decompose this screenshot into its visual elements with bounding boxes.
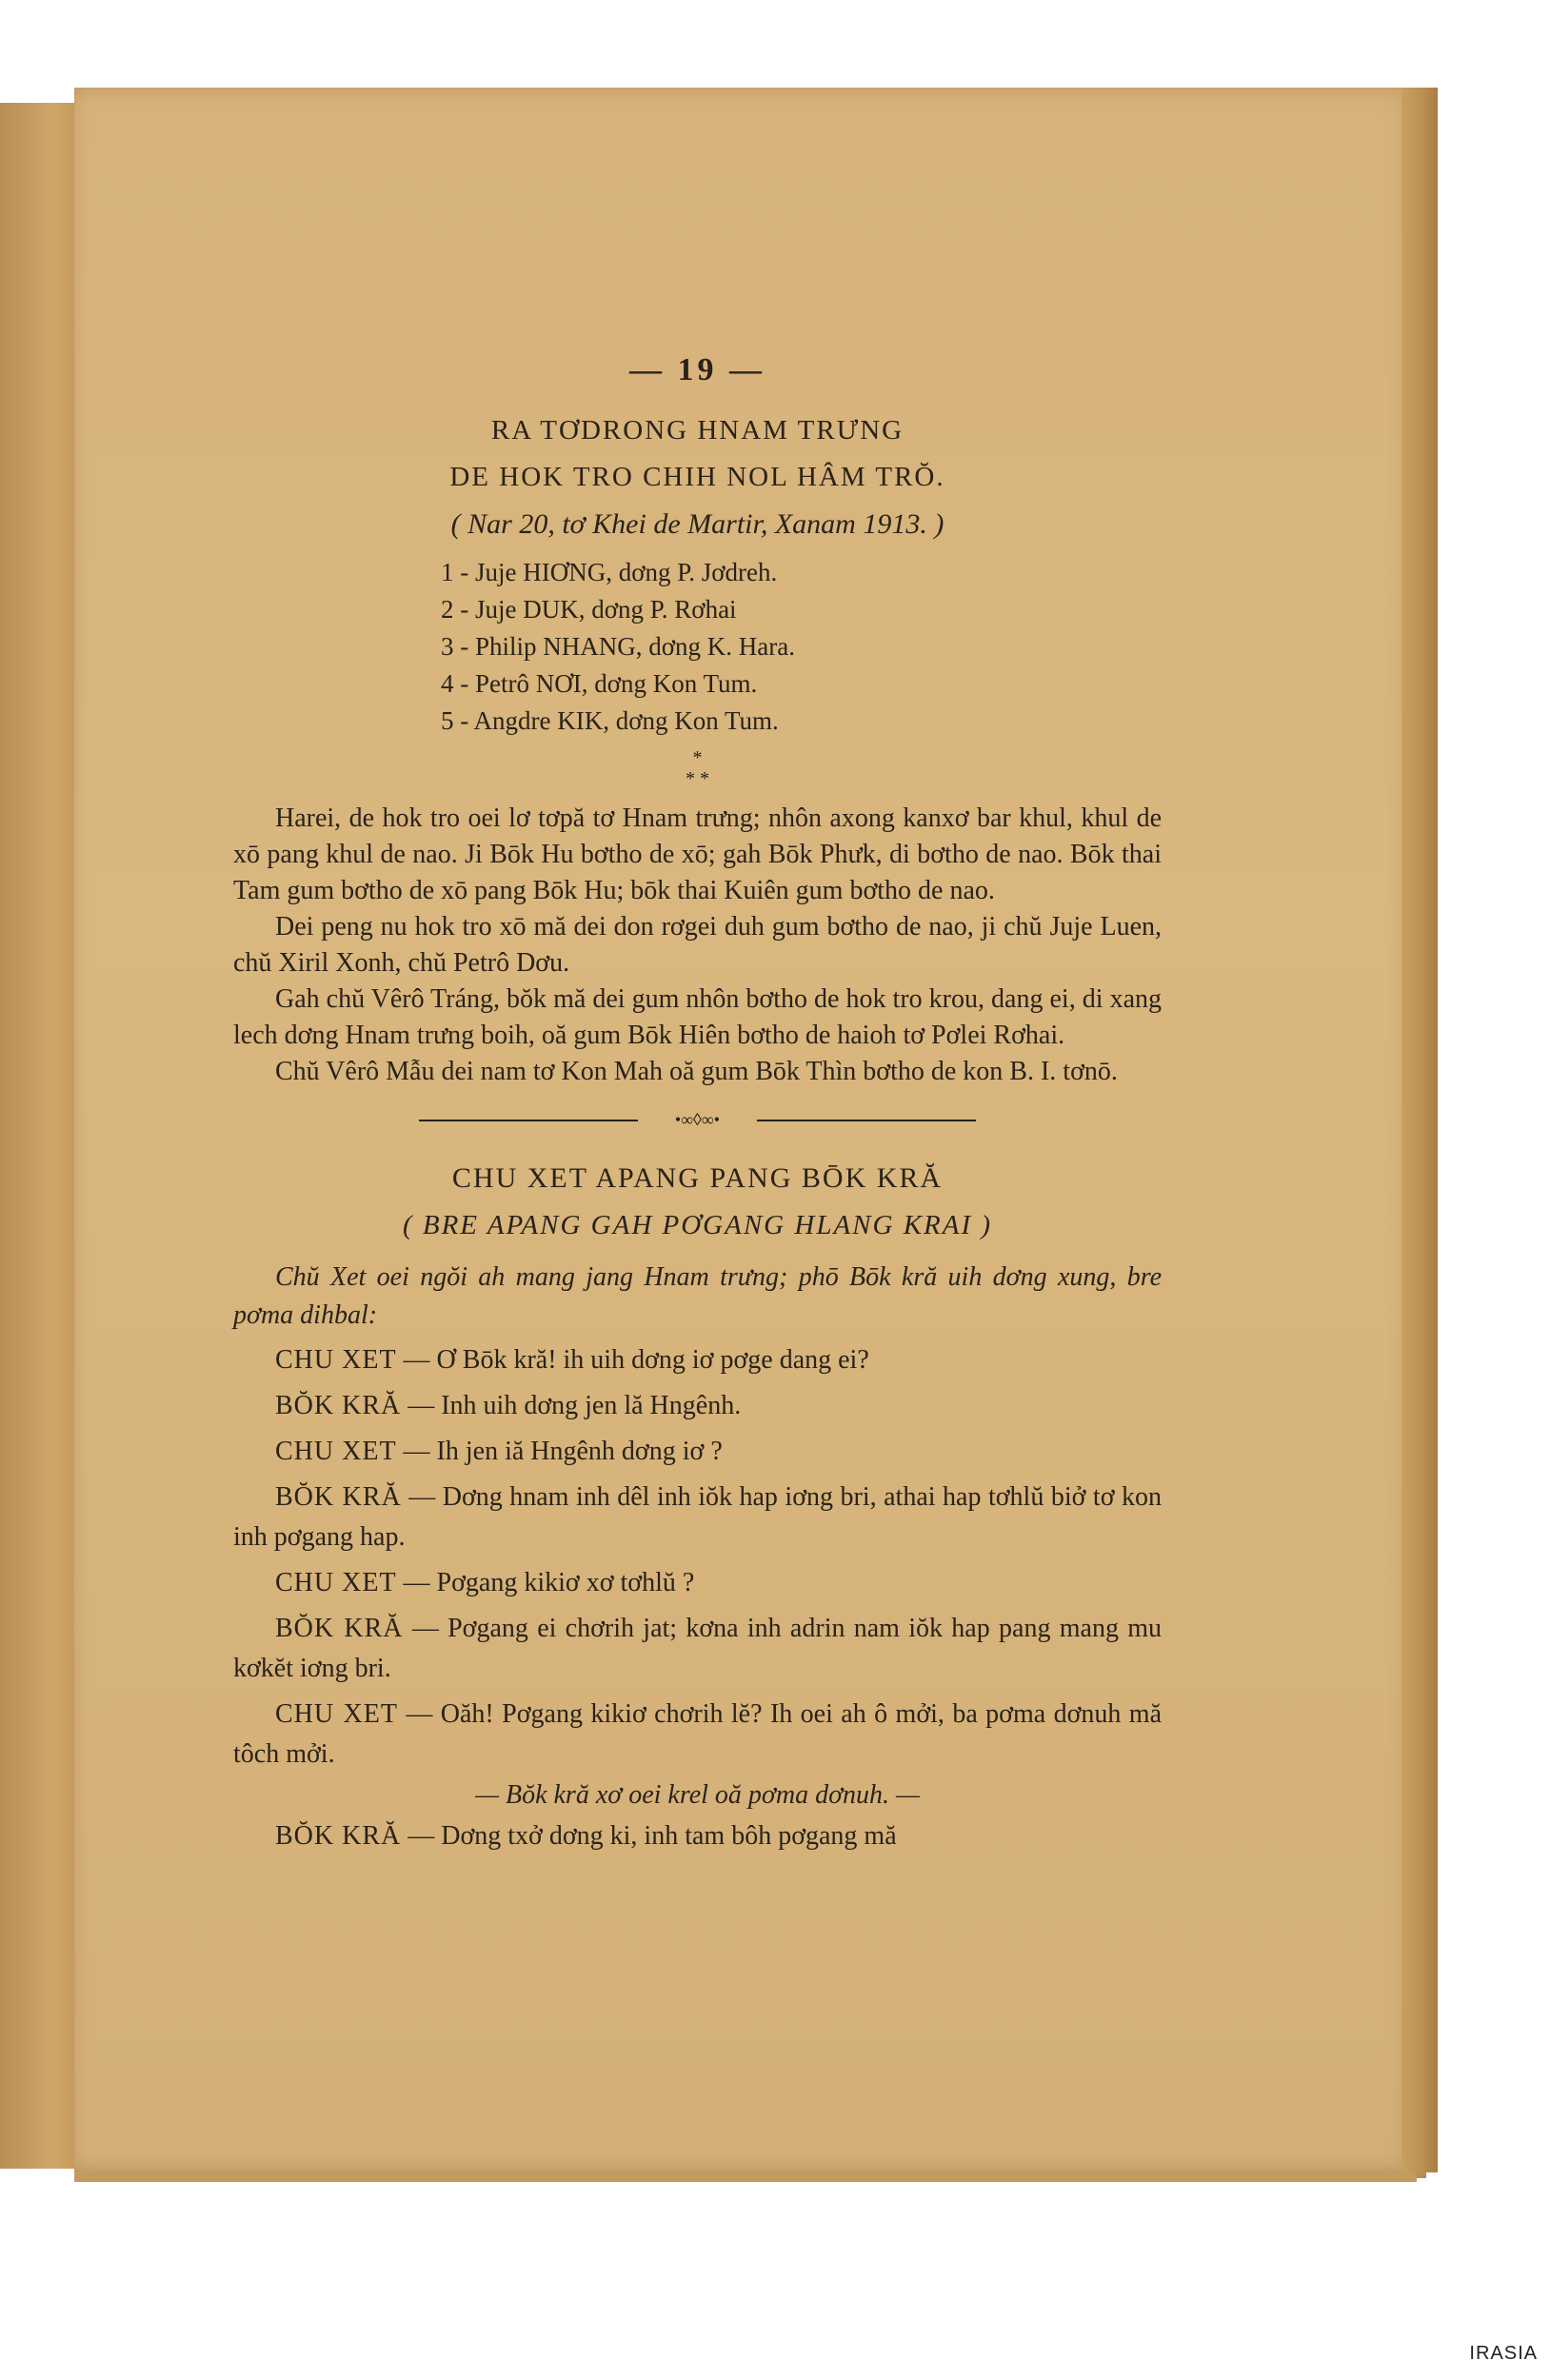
student-name-item: 1 - Juje HIƠNG, dơng P. Jơdreh. — [441, 558, 778, 586]
dialogue-speaker: BŎK KRĂ — [275, 1821, 402, 1851]
dialogue-line — [233, 1609, 1162, 1689]
article1-title-line2: DE HOK TRO CHIH NOL HÂM TRŎ. — [449, 462, 945, 492]
article1-paragraph: Harei, de hok tro oei lơ tơpă tơ Hnam trưng; nhôn axong kanxơ bar khul, khul de xō pang khul de nao. Ji Bōk Hu bơtho de xō; gah Bōk Phưk, di bơtho de nao. Bōk thai Tam gum bơtho de xō pang Bōk Hu; bōk thai Kuiên gum bơtho de nao. — [233, 803, 1162, 905]
dialogue-line — [233, 1816, 1162, 1856]
asterism-bottom: * * — [686, 768, 709, 789]
page-number: — 19 — — [629, 352, 766, 387]
dialogue-line — [233, 1340, 1162, 1380]
dialogue-speaker: BŎK KRĂ — [275, 1482, 402, 1512]
archive-watermark: IRASIA — [1469, 2343, 1538, 2364]
dialogue-line — [233, 1386, 1162, 1426]
asterism — [233, 747, 1162, 789]
page-bottom-edge — [74, 2172, 1417, 2182]
student-name-item: 3 - Philip NHANG, dơng K. Hara. — [441, 632, 795, 661]
dialogue-text: — Dơng txở dơng ki, inh tam bôh pơgang mă — [401, 1821, 897, 1851]
student-name-item: 4 - Petrô NƠI, dơng Kon Tum. — [441, 669, 758, 698]
article2-subtitle: ( BRE APANG GAH PƠGANG HLANG KRAI ) — [402, 1210, 993, 1240]
dialogue-text: — Pơgang ei chơrih jat; kơna inh adrin nam iŏk hap pang mang mu kơkĕt iơng bri. — [233, 1614, 1163, 1683]
dialogue-text: — Oăh! Pơgang kikiơ chơrih lĕ? Ih oei ah ô mởi, ba pơma dơnuh mă tôch mởi. — [233, 1699, 1163, 1769]
ornamental-divider — [419, 1110, 976, 1129]
article1-date-line: ( Nar 20, tơ Khei de Martir, Xanam 1913. ) — [450, 508, 945, 540]
dialogue-text: — Ơ Bōk kră! ih uih dơng iơ pơge dang ei? — [396, 1345, 869, 1375]
dialogue-line — [233, 1478, 1162, 1557]
dialogue-line — [233, 1563, 1162, 1603]
article2-intro: Chŭ Xet oei ngŏi ah mang jang Hnam trưng; phō Bōk kră uih dơng xung, bre pơma dihbal: — [233, 1262, 1162, 1330]
divider-ornament-icon: •∞◊∞• — [638, 1110, 757, 1129]
dialogue-line — [233, 1432, 1162, 1472]
article1-title-line1: RA TƠDRONG HNAM TRƯNG — [490, 415, 905, 446]
student-name-list — [233, 554, 1162, 740]
dialogue-speaker: CHU XET — [275, 1568, 397, 1597]
dialogue-text: — Dơng hnam inh dêl inh iŏk hap iơng bri, athai hap tơhlŭ biở tơ kon inh pơgang hap. — [233, 1482, 1162, 1552]
dialogue-text: — Ih jen iă Hngênh dơng iơ ? — [396, 1437, 723, 1466]
asterism-top: * — [692, 747, 703, 768]
dialogue-text: — Pơgang kikiơ xơ tơhlŭ ? — [396, 1568, 695, 1597]
article1-paragraph: Gah chŭ Vêrô Tráng, bŏk mă dei gum nhôn bơtho de hok tro krou, dang ei, di xang lech dơng Hnam trưng boih, oă gum Bōk Hiên bơtho de haioh tơ Pơlei Rơhai. — [233, 984, 1162, 1050]
article2-title: CHU XET APANG PANG BŌK KRĂ — [451, 1162, 944, 1194]
dialogue-speaker: CHU XET — [275, 1699, 398, 1729]
stage-direction: — Bŏk kră xơ oei krel oă pơma dơnuh. — — [475, 1780, 920, 1810]
page-content — [233, 352, 1162, 1862]
student-name-item: 2 - Juje DUK, dơng P. Rơhai — [441, 595, 737, 624]
dialogue-speaker: CHU XET — [275, 1437, 397, 1466]
dialogue-speaker: CHU XET — [275, 1345, 397, 1375]
left-page-edge — [0, 103, 74, 2169]
article1-paragraph: Chŭ Vêrô Mẫu dei nam tơ Kon Mah oă gum Bōk Thìn bơtho de kon B. I. tơnō. — [275, 1057, 1118, 1086]
dialogue-line — [233, 1695, 1162, 1775]
student-name-item: 5 - Angdre KIK, dơng Kon Tum. — [441, 706, 779, 735]
dialogue-text: — Inh uih dơng jen lă Hngênh. — [401, 1391, 742, 1420]
dialogue-speaker: BŎK KRĂ — [275, 1391, 402, 1420]
dialogue-speaker: BŎK KRĂ — [275, 1614, 404, 1643]
article1-paragraph: Dei peng nu hok tro xō mă dei don rơgei duh gum bơtho de nao, ji chŭ Juje Luen, chŭ Xiril Xonh, chŭ Petrô Dơu. — [233, 912, 1162, 978]
page-fold-edge — [1402, 88, 1438, 2172]
